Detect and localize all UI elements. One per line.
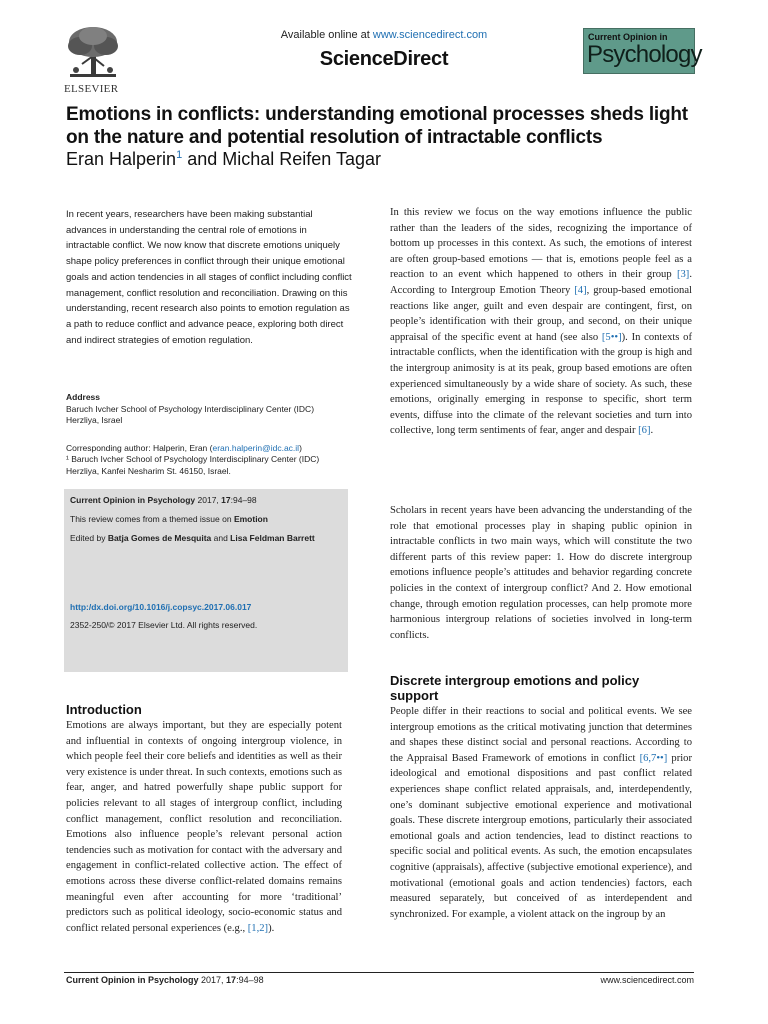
address-block [66,392,356,477]
sciencedirect-link[interactable]: www.sciencedirect.com [372,29,488,41]
copyright-line: 2352-250/© 2017 Elsevier Ltd. All rights reserved. [70,620,258,630]
journal-cover-subtitle: Current Opinion in [588,32,668,42]
corresponding-email-link[interactable]: eran.halperin@idc.ac.il [212,442,300,453]
footer-volume: 17 [226,975,237,985]
introduction-heading: Introduction [66,702,142,717]
corresponding-author [66,443,356,455]
themed-topic: Emotion [233,514,268,524]
address-line: Herzliya, Israel [66,415,123,425]
footer-pages: :94–98 [236,975,264,985]
body-paragraph [390,704,692,922]
body-text: . [650,425,654,437]
body-text: , group-based emotional reactions like anger, guilt and even despair are contingent, first, on people’s identification with their group, and second, on their unique appraisal of the specific event at hand (see also [390,284,692,343]
edited-prefix: Edited by [70,533,108,543]
corresponding-prefix: Corresponding author: Halperin, Eran ( [66,442,213,453]
journal-cover-title: Psychology [587,41,702,68]
body-paragraph [390,205,692,439]
body-text: prior ideological and emotional dispositions and past conflict related experiences shape conflict related appraisals, and, interdependently, one’s dominant subjective emotional experience and motivational goals. These discrete intergroup emotions, particularly their associated emotional goals and action tendencies, lead to distinct reactions to specific social and political events. As such, the emotion encapsulates cognitive (appraisals), affective (subjective emotional experience), and motivational (emotional goals and action tendencies) factors, each measured separately, but conceived of as interdependent and synchronized. For example, a violent attack on the ingroup by an [390,752,693,920]
affiliation-line: ¹ Baruch Ivcher School of Psychology Interdisciplinary Center (IDC) [66,454,320,464]
editor-name: Lisa Feldman Barrett [230,533,315,543]
section-heading: Discrete intergroup emotions and policy support [390,673,640,703]
citation-link[interactable]: [3] [676,269,690,281]
author-line [66,149,381,170]
citation-link[interactable]: [1,2] [247,922,269,934]
footer-year: 2017, [198,975,227,985]
author-conjunction: and [182,149,223,169]
body-text: In this review we focus on the way emotions influence the public rather than the leaders of the sides, recognizing the importance of bottom up processes in this context. As such, the emotions of interest are often group-based emotions — that is, emotions people feel as a reaction to an event which happened to others in their group [390,207,692,281]
author-affiliation-marker[interactable]: 1 [176,149,183,161]
journal-year: 2017, [195,495,222,505]
address-heading: Address [66,392,101,402]
body-text: People differ in their reactions to social and political events. We see intergroup emotions as the critical motivating junction that determines and shapes these distinct social and personal reactions. According to the Appraisal Based Framework of emotions in conflict [390,706,692,764]
journal-citation [70,495,342,505]
article-info-box [64,489,348,672]
body-text: . According to Intergroup Emotion Theory [390,269,692,296]
journal-pages: :94–98 [230,495,257,505]
address-line: Baruch Ivcher School of Psychology Interdisciplinary Center (IDC) [66,403,315,414]
themed-issue-line [70,514,342,524]
journal-name: Current Opinion in Psychology [70,495,196,505]
intro-text: Emotions are always important, but they are especially potent and influential in contexts of ongoing intergroup violence, in which people feel their core beliefs and identities as well as their very existence is under threat. In such contexts, emotions such as fear, anger, and hatred powerfully shape public support for policies relevant to all stages of intergroup conflict, including conflict management, conflict resolution and reconciliation. Emotions also influence people’s relevant personal action tendencies such as motivation for contact with the adversary and engagement in conflict-related collective action. The effect of emotions across these diverse conflict-related domains remains meaningful even after accounting for more ‘traditional’ predictors such as political ideology, socio-economic status and conflict related personal experiences (e.g., [66,720,342,934]
footer-journal: Current Opinion in Psychology [66,975,199,985]
editor-conjunction: and [211,533,231,543]
doi-link[interactable]: http:/dx.doi.org/10.1016/j.copsyc.2017.06.017 [70,602,252,612]
citation-link[interactable]: [6,7••] [639,752,668,764]
journal-cover-badge [583,28,702,74]
sciencedirect-brand: ScienceDirect [319,48,449,70]
citation-link[interactable]: [4] [574,284,587,296]
editors-line [70,533,342,543]
elsevier-wordmark: ELSEVIER [64,83,119,95]
editor-name: Batja Gomes de Mesquita [107,533,212,543]
footer-website: www.sciencedirect.com [600,975,694,985]
intro-text: ). [268,922,275,934]
body-paragraph: Scholars in recent years have been advancing the understanding of the role that emotional processes play in shaping public opinion in intractable conflicts in two main ways, which will constitute the two different parts of this review paper: 1. How do discrete intergroup emotions influence people’s attitudes and behavior regarding concrete policies in the context of intergroup conflict? And 2. How emotional change, through emotion regulation processes, can help promote more harmonious intergroup relations of societies involved in long-term conflicts. [390,505,692,641]
footer-divider [64,972,694,973]
article-title: Emotions in conflicts: understanding emotional processes sheds light on the nature and potential resolution of intractable conflicts [66,104,688,148]
citation-link[interactable]: [5••] [601,331,622,343]
author-name: Michal Reifen Tagar [222,149,381,169]
citation-link[interactable]: [6] [638,425,651,437]
body-text: ). In contexts of intractable conflicts, when the identification with the group is high and the intergroup animosity is at its peak, group based emotions are often experienced simultaneously by a wide share of society. As such, these emotions, originally emerging in response to specific, short term events, diffuse into the climate of the relevant societies and turn into collective, long term sentiments of fear, anger and despair [390,331,692,437]
availability-prefix: Available online at [280,29,373,41]
author-name: Eran Halperin [66,149,177,169]
journal-volume: 17 [221,495,231,505]
corresponding-suffix: ) [299,442,302,453]
themed-prefix: This review comes from a themed issue on [70,514,234,524]
abstract: In recent years, researchers have been making substantial advances in understanding the central role of emotions in intractable conflict. We now know that discrete emotions uniquely shape policy preferences in conflict through their unique emotional goals and action tendencies in all stages of conflict including conflict management, conflict resolution and reconciliation. Drawing on this understanding, recent research also points to emotion regulation as a path to reduce conflict and advance peace, exploring both direct and indirect strategies of emotion regulation. [66,209,352,346]
affiliation-line: Herzliya, Kanfei Nesharim St. 46150, Israel. [66,465,231,476]
footer-citation [66,975,264,985]
introduction-paragraph [66,718,342,936]
